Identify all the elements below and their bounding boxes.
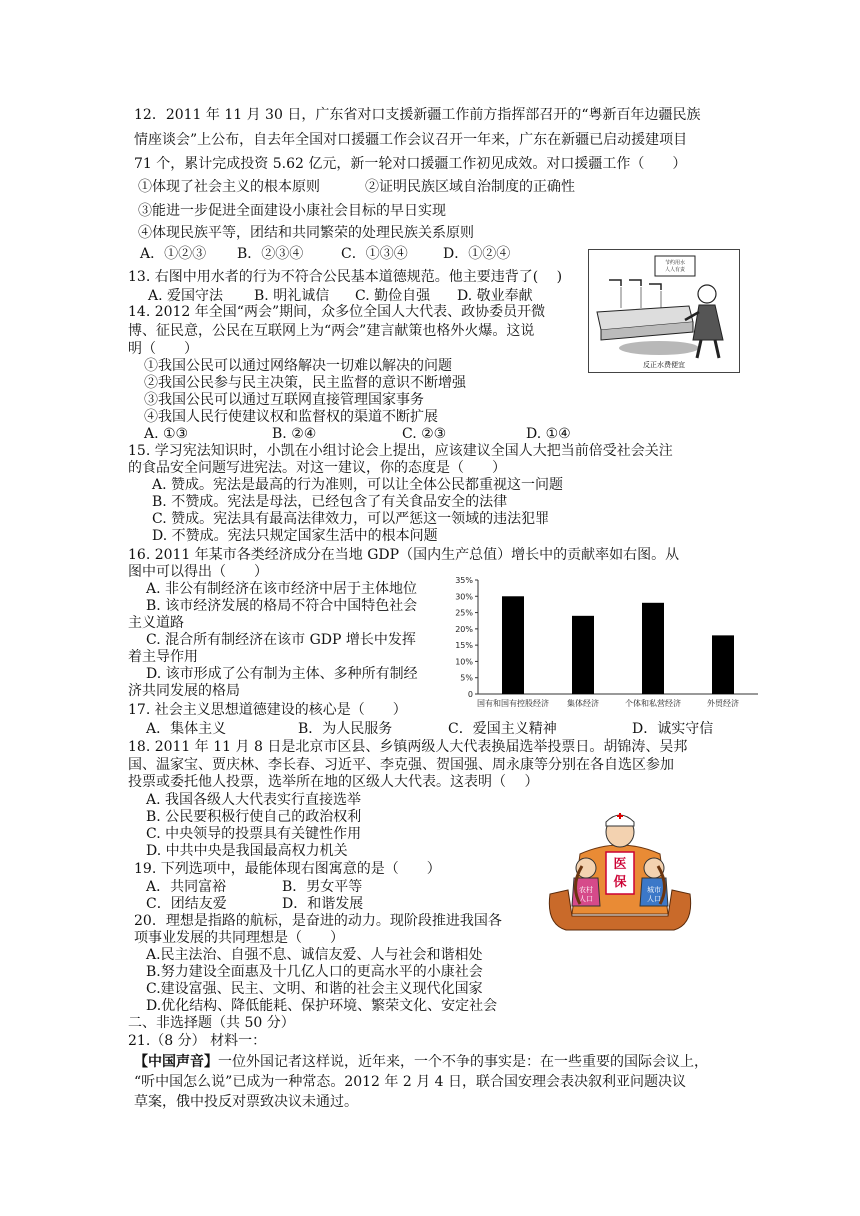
q12-option-2: ②证明民族区域自治制度的正确性 bbox=[365, 179, 575, 195]
q18-stem-line2: 国、温家宝、贾庆林、李长春、习近平、李克强、贺国强、周永康等分别在各自选区参加 bbox=[128, 757, 674, 773]
cartoon-label-urban: 城市 bbox=[647, 886, 661, 894]
q13-stem: 13. 右图中用水者的行为不符合公民基本道德规范。他主要违背了( ) bbox=[128, 269, 563, 285]
chart-x-tick-label: 个体和私营经济 bbox=[625, 699, 681, 708]
q16-choice-c-line2: 着主导作用 bbox=[128, 649, 198, 665]
chart-bar bbox=[572, 616, 594, 694]
q16-choice-c-line1: C. 混合所有制经济在该市 GDP 增长中发挥 bbox=[146, 632, 416, 648]
q12-option-3: ③能进一步促进全面建设小康社会目标的早日实现 bbox=[138, 203, 446, 219]
svg-text:保: 保 bbox=[613, 875, 627, 890]
q18-choice-b: B. 公民要积极行使自己的政治权利 bbox=[146, 809, 362, 825]
q15-choice-a: A. 赞成。宪法是最高的行为准则，可以让全体公民都重视这一问题 bbox=[152, 477, 564, 493]
svg-text:人人有责: 人人有责 bbox=[664, 267, 686, 273]
q14-choice-a: A. ①③ bbox=[144, 426, 189, 442]
water-cartoon-drawing bbox=[589, 250, 739, 372]
cartoon-label-insurance: 医 bbox=[613, 857, 627, 872]
chart-x-tick-label: 外贸经济 bbox=[707, 699, 739, 708]
section-2-heading: 二、非选择题（共 50 分） bbox=[128, 1015, 295, 1031]
q14-stem-line1: 14. 2012 年全国“两会”期间，众多位全国人大代表、政协委员开微 bbox=[128, 304, 546, 320]
q16-choice-a: A. 非公有制经济在该市经济中居于主体地位 bbox=[146, 581, 418, 597]
q21-material-text1: 一位外国记者这样说，近年来，一个不争的事实是：在一些重要的国际会议上， bbox=[218, 1054, 708, 1070]
q15-choice-b: B. 不赞成。宪法是母法，已经包含了有关食品安全的法律 bbox=[152, 494, 508, 510]
chart-bar bbox=[642, 603, 664, 694]
q21-material-line3: 草案，俄中投反对票致决议未通过。 bbox=[134, 1094, 358, 1110]
q14-stem-line2: 博、征民意，公民在互联网上为“两会”建言献策也格外火爆。这说 bbox=[128, 323, 535, 339]
q20-choice-d: D.优化结构、降低能耗、保护环境、繁荣文化、安定社会 bbox=[146, 998, 498, 1014]
chart-y-tick-label: 35% bbox=[455, 576, 473, 585]
cartoon-label-rural: 农村 bbox=[579, 886, 593, 894]
q21-material-line1 bbox=[134, 1053, 708, 1071]
q19-choice-a: A．共同富裕 bbox=[146, 879, 227, 895]
chart-x-tick-label: 集体经济 bbox=[567, 699, 599, 708]
cartoon-sign-text: 节约用水 bbox=[664, 260, 686, 266]
chart-y-tick-label: 25% bbox=[455, 608, 473, 618]
svg-text:人口: 人口 bbox=[579, 895, 593, 903]
q12-choice-b: B．②③④ bbox=[237, 246, 304, 262]
chart-x-tick-label: 国有和国有控股经济 bbox=[477, 699, 549, 708]
q14-option-4: ④我国人民行使建议权和监督权的渠道不断扩展 bbox=[144, 409, 438, 425]
insurance-cartoon-drawing bbox=[540, 806, 700, 936]
q16-choice-d-line1: D. 该市形成了公有制为主体、多种所有制经 bbox=[146, 666, 418, 682]
gdp-contribution-chart bbox=[446, 572, 766, 714]
q12-stem-line2: 情座谈会”上公布，自去年全国对口援疆工作会议召开一年来，广东在新疆已启动援建项目 bbox=[134, 132, 688, 148]
q13-choice-d: D. 敬业奉献 bbox=[457, 288, 533, 304]
q16-stem-line2: 图中可以得出（ ） bbox=[128, 564, 268, 580]
q14-choice-c: C. ②③ bbox=[402, 426, 447, 442]
q21-material-tag: 【中国声音】 bbox=[134, 1054, 218, 1070]
q12-choice-a: A．①②③ bbox=[140, 246, 207, 262]
q14-choice-b: B. ②④ bbox=[272, 426, 317, 442]
chart-bar bbox=[502, 596, 524, 694]
chart-y-tick-label: 0 bbox=[467, 690, 473, 699]
q19-stem: 19. 下列选项中，最能体现右图寓意的是（ ） bbox=[134, 861, 441, 877]
q20-stem-line1: 20．理想是指路的航标，是奋进的动力。现阶段推进我国各 bbox=[134, 913, 502, 929]
q17-choice-b: B．为人民服务 bbox=[298, 721, 393, 737]
svg-text:人口: 人口 bbox=[647, 895, 661, 903]
q15-stem-line1: 15. 学习宪法知识时，小凯在小组讨论会上提出，应该建议全国人大把当前倍受社会关注 bbox=[128, 443, 673, 459]
q16-choice-b-line2: 主义道路 bbox=[128, 615, 184, 631]
gdp-chart-svg bbox=[446, 572, 766, 714]
q21-material-line2: “听中国怎么说”已成为一种常态。2012 年 2 月 4 日，联合国安理会表决叙利亚问题决议 bbox=[134, 1074, 687, 1090]
q17-choice-d: D．诚实守信 bbox=[632, 721, 714, 737]
q18-stem-line1: 18. 2011 年 11 月 8 日是北京市区县、乡镇两级人大代表换届选举投票日。胡锦涛、吴邦 bbox=[128, 739, 688, 755]
q19-choice-c: C．团结友爱 bbox=[146, 896, 227, 912]
q20-choice-a: A.民主法治、自强不息、诚信友爱、人与社会和谐相处 bbox=[146, 947, 483, 963]
q13-choice-b: B. 明礼诚信 bbox=[254, 288, 330, 304]
chart-y-tick-label: 30% bbox=[455, 592, 473, 602]
q18-choice-a: A. 我国各级人大代表实行直接选举 bbox=[146, 792, 362, 808]
q16-choice-d-line2: 济共同发展的格局 bbox=[128, 683, 240, 699]
q13-choice-c: C. 勤俭自强 bbox=[355, 288, 431, 304]
q19-choice-b: B．男女平等 bbox=[282, 879, 363, 895]
q14-option-1: ①我国公民可以通过网络解决一切难以解决的问题 bbox=[144, 358, 452, 374]
chart-y-tick-label: 20% bbox=[455, 624, 473, 634]
q18-choice-d: D. 中共中央是我国最高权力机关 bbox=[146, 843, 348, 859]
q12-choice-c: C．①③④ bbox=[341, 246, 408, 262]
q19-choice-d: D．和谐发展 bbox=[282, 896, 364, 912]
q15-stem-line2: 的食品安全问题写进宪法。对这一建议，你的态度是（ ） bbox=[128, 460, 506, 476]
q14-stem-line3: 明（ ） bbox=[128, 341, 198, 357]
q13-choice-a: A. 爱国守法 bbox=[148, 288, 224, 304]
q14-option-3: ③我国公民可以通过互联网直接管理国家事务 bbox=[144, 392, 424, 408]
q17-stem: 17. 社会主义思想道德建设的核心是（ ） bbox=[128, 702, 407, 718]
q16-choice-b-line1: B. 该市经济发展的格局不符合中国特色社会 bbox=[146, 598, 418, 614]
q12-option-4: ④体现民族平等，团结和共同繁荣的处理民族关系原则 bbox=[138, 225, 474, 241]
water-waste-cartoon bbox=[588, 249, 740, 373]
q12-option-1: ①体现了社会主义的根本原则 bbox=[138, 179, 320, 195]
q14-choice-d: D. ①④ bbox=[526, 426, 571, 442]
q12-stem-line3: 71 个，累计完成投资 5.62 亿元，新一轮对口援疆工作初见成效。对口援疆工作（ ） bbox=[134, 156, 687, 172]
chart-y-tick-label: 5% bbox=[460, 673, 473, 683]
q17-choice-a: A．集体主义 bbox=[146, 721, 227, 737]
q15-choice-d: D. 不赞成。宪法只规定国家生活中的根本问题 bbox=[152, 528, 438, 544]
q21-heading: 21.（8 分） 材料一： bbox=[128, 1033, 267, 1049]
q20-choice-c: C.建设富强、民主、文明、和谐的社会主义现代化国家 bbox=[146, 981, 483, 997]
q17-choice-c: C．爱国主义精神 bbox=[448, 721, 557, 737]
medical-insurance-cartoon bbox=[540, 806, 700, 936]
q18-stem-line3: 投票或委托他人投票，选举所在地的区级人大代表。这表明（ ） bbox=[128, 774, 539, 790]
q20-stem-line2: 项事业发展的共同理想是（ ） bbox=[134, 930, 344, 946]
chart-y-tick-label: 10% bbox=[455, 657, 473, 667]
q14-option-2: ②我国公民参与民主决策，民主监督的意识不断增强 bbox=[144, 375, 466, 391]
q12-choice-d: D．①②④ bbox=[443, 246, 511, 262]
chart-bar bbox=[712, 635, 734, 694]
q12-stem-line1: 12．2011 年 11 月 30 日，广东省对口支援新疆工作前方指挥部召开的“粤新百年边疆民族 bbox=[134, 107, 701, 123]
chart-y-tick-label: 15% bbox=[455, 641, 473, 651]
q16-stem-line1: 16. 2011 年某市各类经济成分在当地 GDP（国内生产总值）增长中的贡献率如右图。从 bbox=[128, 547, 680, 563]
cartoon-caption: 反正水费便宜 bbox=[643, 361, 685, 369]
q15-choice-c: C. 赞成。宪法具有最高法律效力，可以严惩这一领域的违法犯罪 bbox=[152, 511, 550, 527]
q18-choice-c: C. 中央领导的投票具有关键性作用 bbox=[146, 826, 362, 842]
q20-choice-b: B.努力建设全面惠及十几亿人口的更高水平的小康社会 bbox=[146, 964, 483, 980]
